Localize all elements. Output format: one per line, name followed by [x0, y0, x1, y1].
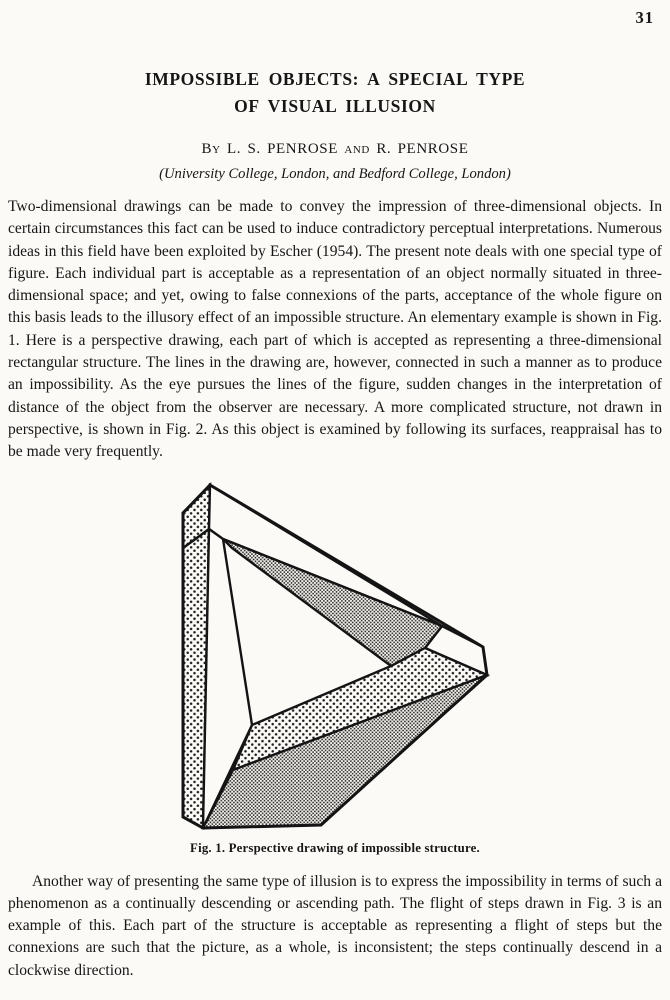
page-number: 31	[635, 8, 654, 27]
affiliation: (University College, London, and Bedford College, London)	[159, 166, 511, 182]
figure-1-penrose-triangle	[0, 472, 670, 838]
paragraph-2: Another way of presenting the same type of illusion is to express the impossibility in terms of such a phenomenon as a continually descending or ascending path. The flight of steps drawn in Fig. 3 is an example of this. Each part of the structure is acceptable as representing a flight of steps but the connexions are such that the picture, as a whole, is inconsistent; the steps continually descend in a clockwise direction.	[8, 872, 662, 979]
article-title-line2: OF VISUAL ILLUSION	[234, 96, 436, 116]
figure-1-caption: Fig. 1. Perspective drawing of impossible structure.	[190, 840, 480, 855]
paragraph-1: Two-dimensional drawings can be made to convey the impression of three-dimensional objects. In certain circumstances this fact can be used to induce contradictory perceptual interpretations. Numerous ideas in this field have been exploited by Escher (1954). The present note deals with one special type of figure. Each individual part is acceptable as a representation of an object normally situated in three-dimensional space; and yet, owing to false connexions of the parts, acceptance of the whole figure on this basis leads to the illusory effect of an impossible structure. An elementary example is shown in Fig. 1. Here is a perspective drawing, each part of which is accepted as representing a three-dimensional rectangular structure. The lines in the drawing are, however, connected in such a manner as to produce an impossibility. As the eye pursues the lines of the figure, sudden changes in the interpretation of distance of the object from the observer are necessary. A more complicated structure, not drawn in perspective, is shown in Fig. 2. As this object is examined by following its surfaces, reappraisal has to be made very frequently.	[8, 198, 662, 461]
byline: By L. S. PENROSE and R. PENROSE	[201, 141, 469, 157]
impossible-triangle-drawing	[167, 472, 503, 840]
article-title-line1: IMPOSSIBLE OBJECTS: A SPECIAL TYPE	[144, 69, 526, 89]
article-title	[30, 66, 640, 120]
